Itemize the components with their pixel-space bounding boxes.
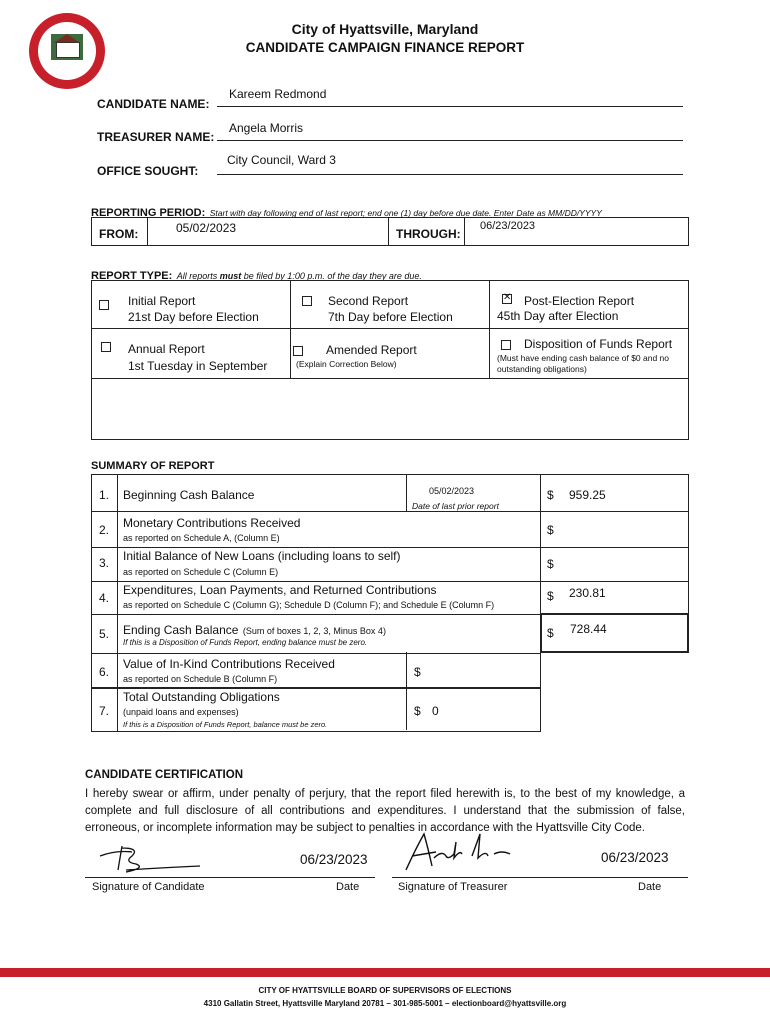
second-report-checkbox[interactable] [302, 292, 312, 310]
treasurer-name-label: TREASURER NAME: [97, 130, 215, 144]
treasurer-signature-line [392, 877, 688, 878]
annual-report-option [128, 341, 267, 375]
summary-row-7-sub2: If this is a Disposition of Funds Report, balance must be zero. [123, 720, 328, 729]
amended-report-subtitle: (Explain Correction Below) [296, 359, 397, 369]
checkbox-icon [302, 296, 312, 306]
through-date[interactable]: 06/23/2023 [480, 220, 536, 232]
summary-row-3-currency: $ [547, 557, 554, 571]
treasurer-signature-date[interactable]: 06/23/2023 [601, 850, 669, 865]
treasurer-name-value: Angela Morris [229, 121, 304, 135]
summary-row-5-amount[interactable]: 728.44 [570, 622, 607, 636]
footer-organization: CITY OF HYATTSVILLE BOARD OF SUPERVISORS OF ELECTIONS [258, 986, 512, 995]
summary-row-4-sub: as reported on Schedule C (Column G); Schedule D (Column F); and Schedule E (Column F) [123, 600, 495, 610]
candidate-date-label: Date [336, 881, 360, 893]
disposition-report-title: Disposition of Funds Report [524, 337, 673, 351]
office-sought-field[interactable] [217, 152, 683, 175]
treasurer-signature [402, 828, 522, 876]
city-title: City of Hyattsville, Maryland [291, 21, 479, 37]
candidate-signature-line [85, 877, 375, 878]
through-label: THROUGH: [396, 227, 461, 241]
summary-row-7-amount[interactable]: 0 [432, 704, 439, 718]
certification-text: I hereby swear or affirm, under penalty of perjury, that the report filed herewith is, to the best of my knowledge, a complete and full disclosure of all contributions and expenditures. I understand that the submission of false, erroneous, or incomplete information may be subject to penalties in accordance with the Hyattsville City Code. [85, 788, 685, 834]
initial-report-subtitle: 21st Day before Election [128, 310, 259, 324]
reporting-period-box [91, 217, 689, 246]
report-type-note-post: be filed by 1:00 p.m. of the day they are due. [241, 271, 422, 281]
summary-row-3-num: 3. [99, 556, 110, 570]
post-election-report-subtitle: 45th Day after Election [497, 309, 619, 323]
summary-row-5-num: 5. [99, 627, 110, 641]
report-type-box [91, 280, 689, 440]
candidate-signature [96, 840, 206, 880]
summary-row-2-sub: as reported on Schedule A, (Column E) [123, 533, 280, 543]
amended-report-title: Amended Report [326, 343, 417, 357]
reporting-period-instructions: Start with day following end of last report; end one (1) day before due date. Enter Date as MM/DD/YYYY [209, 208, 602, 218]
correction-explanation-area[interactable] [92, 379, 688, 439]
ending-balance-box [540, 613, 689, 653]
candidate-name-label: CANDIDATE NAME: [97, 97, 210, 111]
summary-row-5-title-note: (Sum of boxes 1, 2, 3, Minus Box 4) [242, 626, 386, 636]
summary-row-5-heading [123, 621, 386, 639]
annual-report-subtitle: 1st Tuesday in September [128, 359, 268, 373]
summary-row-1-amount[interactable]: 959.25 [569, 488, 606, 502]
checkbox-icon [293, 346, 303, 356]
office-sought-label: OFFICE SOUGHT: [97, 164, 199, 178]
certification-heading: CANDIDATE CERTIFICATION [85, 769, 244, 781]
checkbox-icon [502, 294, 512, 304]
footer-address: 4310 Gallatin Street, Hyattsville Maryland 20781 – 301-985-5001 – electionboard@hyattsville.org [203, 999, 567, 1008]
initial-report-title: Initial Report [128, 294, 196, 308]
summary-row-1-currency: $ [547, 488, 554, 502]
annual-report-checkbox[interactable] [101, 338, 111, 356]
summary-row-5-sub: If this is a Disposition of Funds Report, ending balance must be zero. [123, 638, 368, 647]
checkbox-icon [101, 342, 111, 352]
summary-heading: SUMMARY OF REPORT [91, 460, 215, 472]
summary-row-2-title: Monetary Contributions Received [123, 516, 301, 530]
initial-report-checkbox[interactable] [99, 296, 109, 314]
signature-of-candidate-label: Signature of Candidate [92, 881, 205, 893]
summary-row-1-date[interactable]: 05/02/2023 [429, 486, 475, 496]
treasurer-name-field[interactable] [217, 120, 683, 141]
initial-report-option [128, 293, 259, 325]
summary-row-3-title: Initial Balance of New Loans (including loans to self) [123, 549, 401, 563]
post-election-report-title: Post-Election Report [524, 294, 635, 308]
report-type-note-bold: must [219, 271, 242, 281]
checkbox-icon [501, 340, 511, 350]
signature-of-treasurer-label: Signature of Treasurer [398, 881, 508, 893]
from-date[interactable]: 05/02/2023 [176, 221, 237, 235]
treasurer-date-label: Date [638, 881, 662, 893]
footer-red-bar [0, 968, 770, 977]
summary-row-2-currency: $ [547, 523, 554, 537]
summary-row-1-title: Beginning Cash Balance [123, 488, 255, 502]
summary-row-1-num: 1. [99, 488, 110, 502]
summary-row-6-num: 6. [99, 665, 110, 679]
second-report-subtitle: 7th Day before Election [328, 310, 453, 324]
summary-row-2-num: 2. [99, 523, 110, 537]
post-election-report-option [524, 293, 634, 309]
report-title: CANDIDATE CAMPAIGN FINANCE REPORT [245, 40, 525, 55]
post-election-report-checkbox[interactable] [502, 290, 512, 308]
summary-row-4-currency: $ [547, 589, 554, 603]
summary-row-7-title: Total Outstanding Obligations [123, 690, 280, 704]
report-type-label: REPORT TYPE: [91, 270, 173, 282]
reporting-period-label: REPORTING PERIOD: [91, 207, 206, 219]
disposition-report-subtitle: (Must have ending cash balance of $0 and no outstanding obligations) [497, 353, 670, 374]
annual-report-title: Annual Report [128, 342, 205, 356]
summary-row-5-title: Ending Cash Balance [123, 623, 239, 637]
summary-row-4-title: Expenditures, Loan Payments, and Returned Contributions [123, 583, 437, 597]
summary-row-5-currency: $ [547, 626, 554, 640]
candidate-signature-date[interactable]: 06/23/2023 [300, 852, 368, 867]
second-report-option [328, 293, 453, 325]
amended-report-checkbox[interactable] [293, 342, 303, 360]
candidate-name-field[interactable] [217, 86, 683, 107]
summary-row-7-sub: (unpaid loans and expenses) [123, 707, 239, 717]
summary-table-lower [91, 652, 541, 732]
candidate-name-value: Kareem Redmond [229, 87, 327, 101]
summary-row-4-amount[interactable]: 230.81 [569, 586, 606, 600]
disposition-report-checkbox[interactable] [501, 336, 511, 354]
checkbox-icon [99, 300, 109, 310]
office-sought-value: City Council, Ward 3 [227, 153, 336, 167]
summary-row-3-sub: as reported on Schedule C (Column E) [123, 567, 279, 577]
summary-amounts-box [540, 474, 689, 614]
report-type-note-pre: All reports [176, 271, 220, 281]
summary-row-6-title: Value of In-Kind Contributions Received [123, 657, 335, 671]
summary-row-7-num: 7. [99, 704, 110, 718]
from-label: FROM: [99, 227, 139, 241]
summary-row-4-num: 4. [99, 591, 110, 605]
summary-row-7-currency: $ [414, 704, 421, 718]
summary-row-1-date-note: Date of last prior report [412, 501, 499, 511]
summary-row-6-sub: as reported on Schedule B (Column F) [123, 674, 278, 684]
summary-row-6-currency: $ [414, 665, 421, 679]
second-report-title: Second Report [328, 294, 409, 308]
